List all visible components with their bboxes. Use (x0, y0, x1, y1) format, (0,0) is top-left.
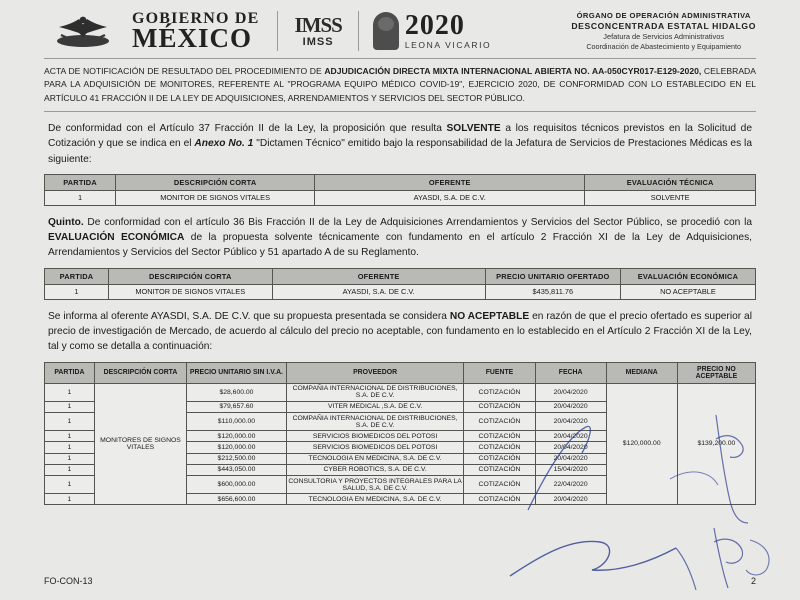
org-line-2: DESCONCENTRADA ESTATAL HIDALGO (571, 20, 756, 31)
cell-partida: 1 (45, 494, 95, 505)
col-fecha: FECHA (535, 362, 606, 383)
cell-partida: 1 (45, 442, 95, 453)
leona-vicario-emblem (369, 12, 491, 50)
col-evaluacion-tecnica: EVALUACIÓN TÉCNICA (585, 174, 756, 190)
cell-proveedor: CYBER ROBOTICS, S.A. DE C.V. (286, 464, 464, 475)
cell-fuente: COTIZACIÓN (464, 464, 535, 475)
cell-fuente: COTIZACIÓN (464, 442, 535, 453)
col-mediana: MEDIANA (606, 362, 677, 383)
p1-part-a: De conformidad con el Artículo 37 Fracción II de la Ley, la proposición que resulta (48, 122, 447, 134)
cell-precio: $28,600.00 (187, 383, 287, 401)
acta-heading-paragraph (44, 59, 756, 112)
cell-descripcion: MONITOR DE SIGNOS VITALES (116, 190, 315, 205)
p2-evaluacion-economica: EVALUACIÓN ECONÓMICA (48, 232, 185, 244)
gobierno-line-2: MÉXICO (132, 22, 252, 53)
col-precio-no-aceptable: PRECIO NO ACEPTABLE (677, 362, 755, 383)
org-line-3: Jefatura de Servicios Administrativos (603, 32, 725, 42)
cell-fuente: COTIZACIÓN (464, 494, 535, 505)
page-number: 2 (750, 576, 756, 586)
cell-fuente: COTIZACIÓN (464, 383, 535, 401)
cell-partida: 1 (45, 190, 116, 205)
cell-oferente: AYASDI, S.A. DE C.V. (315, 190, 585, 205)
document-footer (44, 576, 756, 586)
col-proveedor: PROVEEDOR (286, 362, 464, 383)
p1-part-c: "Dictamen Técnico" emitido bajo la responsabilidad de la Jefatura de Servicios de Prestaciones Médicas es la siguiente: (48, 138, 752, 165)
year-label: 2020 (404, 10, 465, 42)
gobierno-line-1: GOBIERNO DE (132, 9, 260, 27)
col-partida: PARTIDA (45, 268, 109, 284)
paragraph-quinto (48, 215, 752, 261)
cell-fecha: 20/04/2020 (535, 401, 606, 412)
cell-precio: $212,500.00 (187, 453, 287, 464)
col-precio-unitario-sin-iva: PRECIO UNITARIO SIN I.V.A. (187, 362, 287, 383)
cell-precio: $110,000.00 (187, 412, 287, 430)
cell-fecha: 20/04/2020 (535, 494, 606, 505)
cell-proveedor: VITER MEDICAL ,S.A. DE C.V. (286, 401, 464, 412)
year-subtitle: LEONA VICARIO (404, 40, 492, 51)
cell-proveedor: TECNOLOGIA EN MEDICINA, S.A. DE C.V. (286, 494, 464, 505)
cell-fecha: 20/04/2020 (535, 383, 606, 401)
table-investigacion-mercado (44, 362, 756, 506)
cell-partida: 1 (45, 412, 95, 430)
table-evaluacion-tecnica (44, 174, 756, 206)
form-code: FO-CON-13 (44, 576, 93, 586)
cell-proveedor: SERVICIOS BIOMEDICOS DEL POTOSI (286, 442, 464, 453)
cell-precio: $79,657.60 (187, 401, 287, 412)
handwritten-signature-bottom (500, 520, 800, 600)
org-unit-block (561, 11, 756, 52)
col-partida: PARTIDA (45, 362, 95, 383)
cell-evaluacion: NO ACEPTABLE (620, 284, 755, 299)
cell-fuente: COTIZACIÓN (464, 412, 535, 430)
p2-quinto-label: Quinto. (48, 216, 84, 228)
cell-descripcion: MONITOR DE SIGNOS VITALES (108, 284, 272, 299)
p3-part-a: Se informa al oferente AYASDI, S.A. DE C.V. que su propuesta presentada se considera (48, 310, 450, 322)
p3-no-aceptable: NO ACEPTABLE (449, 310, 530, 322)
cell-partida: 1 (45, 383, 95, 401)
acta-procedure-number: ADJUDICACIÓN DIRECTA MIXTA INTERNACIONAL ABIERTA NO. AA-050CYR017-E129-2020, (324, 66, 702, 76)
paragraph-tecnica (48, 121, 752, 167)
table-evaluacion-economica (44, 268, 756, 300)
imss-logo (288, 12, 347, 48)
cell-evaluacion: SOLVENTE (585, 190, 756, 205)
cell-fecha: 20/04/2020 (535, 453, 606, 464)
col-evaluacion-economica: EVALUACIÓN ECONÓMICA (620, 268, 755, 284)
cell-precio: $600,000.00 (187, 475, 287, 493)
col-oferente: OFERENTE (315, 174, 585, 190)
leona-vicario-silhouette-icon (373, 12, 399, 50)
cell-fecha: 20/04/2020 (535, 442, 606, 453)
cell-proveedor: COMPAÑIA INTERNACIONAL DE DISTRIBUCIONES, S.A. DE C.V. (286, 412, 464, 430)
cell-proveedor: COMPAÑIA INTERNACIONAL DE DISTRIBUCIONES, S.A. DE C.V. (286, 383, 464, 401)
cell-descripcion-corta: MONITORES DE SIGNOS VITALES (94, 383, 186, 505)
header-divider-2 (358, 11, 359, 51)
imss-logo-name: IMSS (302, 35, 334, 48)
acta-text-1: ACTA DE NOTIFICACIÓN DE RESULTADO DEL PROCEDIMIENTO DE (44, 66, 325, 76)
cell-precio: $443,050.00 (187, 464, 287, 475)
cell-proveedor: SERVICIOS BIOMEDICOS DEL POTOSI (286, 431, 464, 442)
p1-anexo: Anexo No. 1 (194, 138, 254, 150)
cell-precio: $120,000.00 (187, 442, 287, 453)
col-partida: PARTIDA (45, 174, 116, 190)
cell-precio: $656,600.00 (187, 494, 287, 505)
header-divider-1 (277, 11, 278, 51)
cell-oferente: AYASDI, S.A. DE C.V. (272, 284, 485, 299)
p1-part-b: a los requisitos técnicos previstos en la Solicitud de Cotización y que se indica en el (48, 122, 753, 150)
cell-precio-unitario: $435,811.76 (485, 284, 620, 299)
org-line-1: ÓRGANO DE OPERACIÓN ADMINISTRATIVA (576, 10, 751, 20)
cell-fecha: 20/04/2020 (535, 431, 606, 442)
cell-fuente: COTIZACIÓN (464, 453, 535, 464)
cell-proveedor: TECNOLOGIA EN MEDICINA, S.A. DE C.V. (286, 453, 464, 464)
p2-part-a: De conformidad con el artículo 36 Bis Fracción II de la Ley de Adquisiciones Arrendamientos y Servicios del Sector Público, se procedió con la (83, 216, 752, 228)
cell-fecha: 22/04/2020 (535, 475, 606, 493)
col-fuente: FUENTE (464, 362, 535, 383)
table-row (45, 383, 756, 401)
document-header (44, 8, 756, 59)
imss-logo-mark: IMSS (294, 12, 342, 37)
p3-part-b: en razón de que el precio ofertado es superior al precio de investigación de Mercado, de acuerdo al cálculo del precio no aceptable, con fundamento en lo establecido en el Artículo 2 Fracción XI de la Ley, tal y como se detalla a continuación: (48, 310, 752, 353)
cell-partida: 1 (45, 475, 95, 493)
col-descripcion-corta: DESCRIPCIÓN CORTA (94, 362, 186, 383)
table-header-row (45, 268, 756, 284)
mexican-eagle-emblem-icon (44, 10, 122, 52)
col-descripcion: DESCRIPCIÓN CORTA (108, 268, 272, 284)
col-precio-unitario-ofertado: PRECIO UNITARIO OFERTADO (485, 268, 620, 284)
gobierno-wordmark (132, 11, 267, 52)
p2-part-b: de la propuesta solvente técnicamente con fundamento en el artículo 2 Fracción XI de la Ley de Adquisiciones, Arrendamientos y Servicios del Sector Público y 51 apartado A de su Reglamento. (48, 232, 752, 259)
org-line-4: Coordinación de Abastecimiento y Equipamiento (586, 41, 741, 51)
cell-partida: 1 (45, 453, 95, 464)
cell-fecha: 20/04/2020 (535, 412, 606, 430)
cell-partida: 1 (45, 464, 95, 475)
col-descripcion: DESCRIPCIÓN CORTA (116, 174, 315, 190)
cell-mediana: $120,000.00 (606, 383, 677, 505)
cell-fecha: 15/04/2020 (535, 464, 606, 475)
p1-solvente: SOLVENTE (446, 122, 501, 134)
cell-partida: 1 (45, 401, 95, 412)
table-header-row (45, 362, 756, 383)
cell-partida: 1 (45, 284, 109, 299)
cell-precio: $120,000.00 (187, 431, 287, 442)
table-row (45, 190, 756, 205)
cell-precio-no-aceptable: $139,200.00 (677, 383, 755, 505)
table-row (45, 284, 756, 299)
cell-fuente: COTIZACIÓN (464, 401, 535, 412)
paragraph-no-aceptable (48, 309, 752, 355)
col-oferente: OFERENTE (272, 268, 485, 284)
cell-fuente: COTIZACIÓN (464, 475, 535, 493)
table-header-row (45, 174, 756, 190)
cell-partida: 1 (45, 431, 95, 442)
cell-fuente: COTIZACIÓN (464, 431, 535, 442)
acta-text-2: CELEBRADA PARA LA ADQUISICIÓN DE MONITORES, REFERENTE AL "PROGRAMA EQUIPO MÉDICO COVID-19", EJERCICIO 2020, DE CONFORMIDAD CON LO ESTABLECIDO EN EL ARTÍCULO 41 FRACCIÓN II DE LA LEY DE ADQUISICIONES, ARRENDAMIENTOS Y SERVICIOS DEL SECTOR PÚBLICO. (44, 66, 756, 103)
cell-proveedor: CONSULTORIA Y PROYECTOS INTEGRALES PARA LA SALUD, S.A. DE C.V. (286, 475, 464, 493)
